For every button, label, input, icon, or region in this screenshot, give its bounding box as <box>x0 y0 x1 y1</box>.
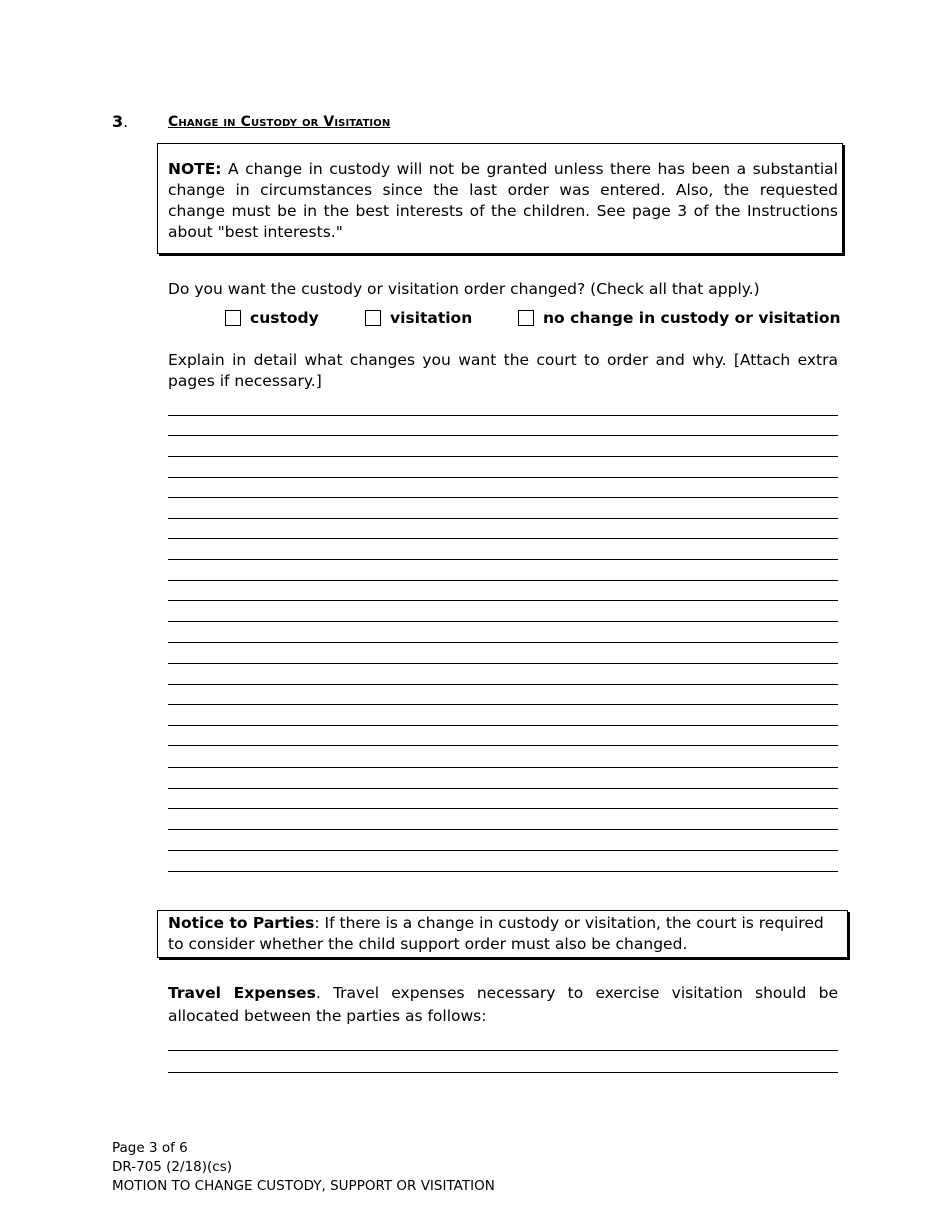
form-id: DR-705 (2/18)(cs) <box>112 1159 232 1175</box>
write-line[interactable] <box>168 871 838 872</box>
custody-checkbox-option[interactable] <box>225 309 319 327</box>
custody-checkbox-label: custody <box>250 309 319 327</box>
travel-body: . Travel expenses necessary to exercise visitation should be allocated between the parties as follows: <box>168 984 838 1025</box>
write-line[interactable] <box>168 477 838 478</box>
write-line[interactable] <box>168 559 838 560</box>
note-text <box>168 159 838 243</box>
explain-prompt: Explain in detail what changes you want the court to order and why. [Attach extra pages if necessary.] <box>168 351 838 390</box>
notice-label: Notice to Parties <box>168 914 315 932</box>
section-title: Change in Custody or Visitation <box>168 114 391 130</box>
travel-label: Travel Expenses <box>168 984 316 1002</box>
notice-body: : If there is a change in custody or visitation, the court is required to consider whether the child support order must also be changed. <box>168 914 824 953</box>
section-number: 3. <box>112 112 129 131</box>
write-line[interactable] <box>168 1072 838 1073</box>
note-label: NOTE: <box>168 160 222 178</box>
write-line[interactable] <box>168 497 838 498</box>
write-line[interactable] <box>168 788 838 789</box>
write-line[interactable] <box>168 704 838 705</box>
write-line[interactable] <box>168 663 838 664</box>
custody-checkbox[interactable] <box>225 310 241 326</box>
write-line[interactable] <box>168 580 838 581</box>
write-line[interactable] <box>168 518 838 519</box>
visitation-checkbox[interactable] <box>365 310 381 326</box>
travel-expenses-text <box>168 982 838 1028</box>
write-line[interactable] <box>168 684 838 685</box>
write-line[interactable] <box>168 829 838 830</box>
write-line[interactable] <box>168 745 838 746</box>
notice-text <box>168 913 840 955</box>
visitation-checkbox-label: visitation <box>390 309 473 327</box>
write-line[interactable] <box>168 621 838 622</box>
write-line[interactable] <box>168 435 838 436</box>
write-line[interactable] <box>168 850 838 851</box>
write-line[interactable] <box>168 1050 838 1051</box>
page-number: Page 3 of 6 <box>112 1140 188 1156</box>
write-line[interactable] <box>168 600 838 601</box>
write-line[interactable] <box>168 456 838 457</box>
write-line[interactable] <box>168 725 838 726</box>
form-title: MOTION TO CHANGE CUSTODY, SUPPORT OR VISITATION <box>112 1178 495 1194</box>
note-body: A change in custody will not be granted unless there has been a substantial change in circumstances since the last order was entered. Also, the requested change must be in the best interests of the children. See page 3 of the Instructions about "best interests." <box>168 160 838 241</box>
no-change-checkbox-option[interactable] <box>518 309 841 327</box>
custody-question: Do you want the custody or visitation order changed? (Check all that apply.) <box>168 280 760 298</box>
write-line[interactable] <box>168 808 838 809</box>
write-line[interactable] <box>168 538 838 539</box>
write-line[interactable] <box>168 642 838 643</box>
no-change-checkbox-label: no change in custody or visitation <box>543 309 841 327</box>
visitation-checkbox-option[interactable] <box>365 309 472 327</box>
no-change-checkbox[interactable] <box>518 310 534 326</box>
write-line[interactable] <box>168 415 838 416</box>
write-line[interactable] <box>168 767 838 768</box>
